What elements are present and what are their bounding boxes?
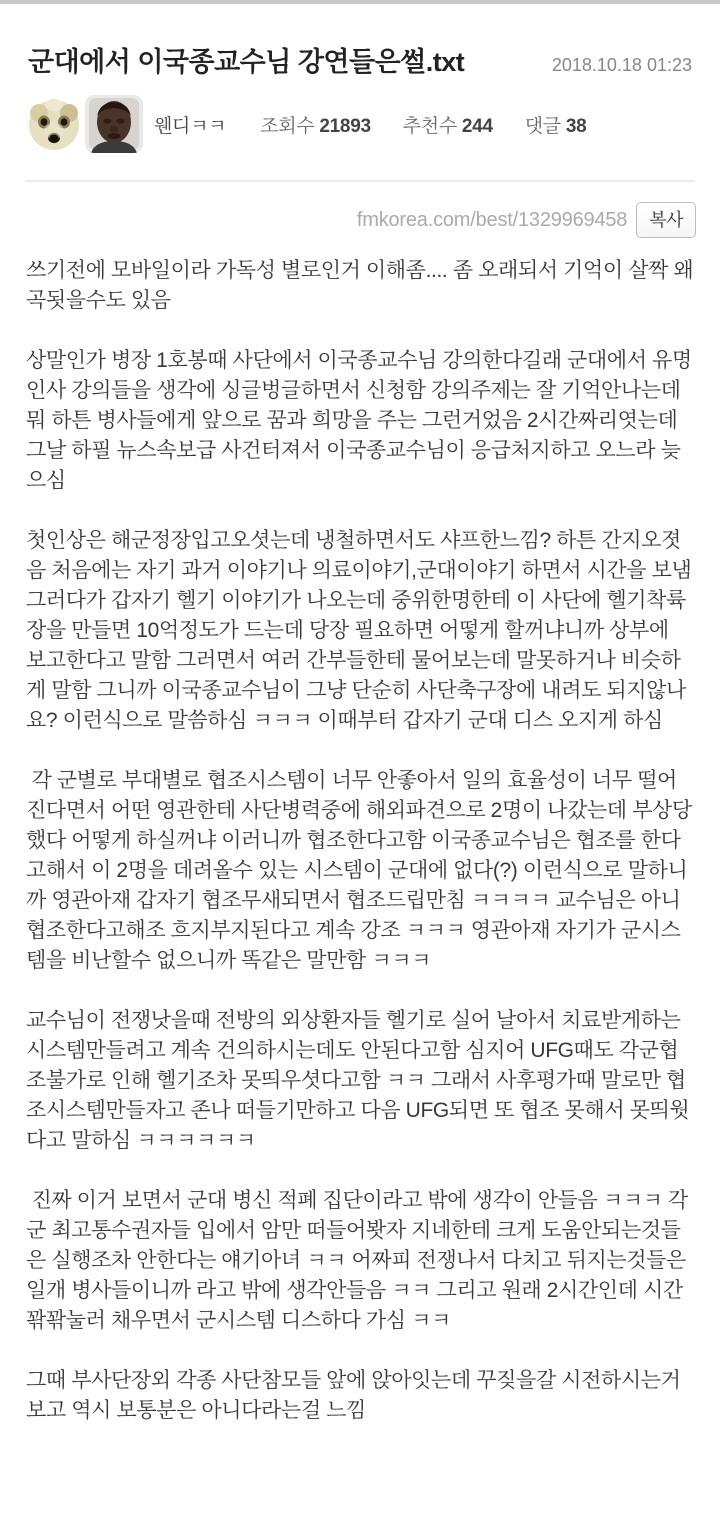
post-paragraph: 교수님이 전쟁낫을때 전방의 외상환자들 헬기로 실어 날아서 치료받게하는 시스템만들려고 계속 건의하시는데도 안된다고함 심지어 UFG때도 각군협조불가로 인해 헬기조차 못띄우셧다고함 ㅋㅋ 그래서 사후평가때 말로만 협조시스템만들자고 존나 떠들기만하고 다음 UFG되면 또 협조 못해서 못띄웟다고 말하심 ㅋㅋㅋㅋㅋㅋ	[26, 1009, 690, 1152]
upvote-count: 추천수 244	[402, 115, 493, 137]
view-count: 조회수 21893	[260, 115, 371, 137]
dog-avatar[interactable]	[28, 97, 80, 151]
copy-url-button[interactable]: 복사	[636, 202, 696, 238]
author-row	[28, 94, 692, 154]
post-paragraph: 쓰기전에 모바일이라 가독성 별로인거 이해좀.... 좀 오래되서 기억이 살짝 왜곡됫을수도 있음	[26, 259, 694, 312]
person-avatar[interactable]	[85, 95, 143, 153]
comment-count: 댓글 38	[524, 115, 587, 137]
author-nickname[interactable]: 웬디ㅋㅋ	[154, 115, 227, 137]
post-body	[0, 256, 720, 1486]
title-row	[28, 4, 692, 79]
post-paragraph: 그때 부사단장외 각종 사단참모들 앞에 앉아잇는데 꾸짖을갈 시전하시는거보고 역시 보통분은 아니다라는걸 느낌	[26, 1369, 681, 1422]
page-title: 군대에서 이국종교수님 강연들은썰.txt	[28, 47, 465, 77]
post-date: 2018.10.18 01:23	[551, 55, 692, 75]
post-paragraph: 진짜 이거 보면서 군대 병신 적폐 집단이라고 밖에 생각이 안들음 ㅋㅋㅋ 각군 최고통수권자들 입에서 암만 떠들어봣자 지네한테 크게 도움안되는것들은 실행조차 안한다는 얘기아녀 ㅋㅋ 어짜피 전쟁나서 다치고 뒤지는것들은 일개 병사들이니까 라고 밖에 생각안들음 ㅋㅋ 그리고 원래 2시간인데 시간 꽊꽊눌러 채우면서 군시스템 디스하다 가심 ㅋㅋ	[26, 1189, 692, 1332]
post-paragraph: 첫인상은 해군정장입고오셧는데 냉철하면서도 샤프한느낌? 하튼 간지오졋음 처음에는 자기 과거 이야기나 의료이야기,군대이야기 하면서 시간을 보냄 그러다가 갑자기 헬기 이야기가 나오는데 중위한명한테 이 사단에 헬기착륙장을 만들면 10억정도가 드는데 당장 필요하면 어떻게 할꺼냐니까 상부에 보고한다고 말함 그러면서 여러 간부들한테 물어보는데 말못하거나 비슷하게 말함 그니까 이국종교수님이 그냥 단순히 사단축구장에 내려도 되지않나요? 이런식으로 말씀하심 ㅋㅋㅋ 이때부터 갑자기 군대 디스 오지게 하심	[26, 529, 697, 732]
post-header	[0, 4, 720, 154]
post-paragraph: 상말인가 병장 1호봉때 사단에서 이국종교수님 강의한다길래 군대에서 유명인사 강의들을 생각에 싱글벙글하면서 신청함 강의주제는 잘 기억안나는데 뭐 하튼 병사들에게 앞으로 꿈과 희망을 주는 그런거었음 2시간짜리엿는데 그날 하필 뉴스속보급 사건터져서 이국종교수님이 응급처지하고 오느라 늦으심	[26, 349, 692, 492]
post-url: fmkorea.com/best/1329969458	[356, 208, 628, 231]
post-paragraph: 각 군별로 부대별로 협조시스템이 너무 안좋아서 일의 효율성이 너무 떨어진다면서 어떤 영관한테 사단병력중에 해외파견으로 2명이 나갔는데 부상당했다 어떻게 하실꺼냐 이러니까 협조한다고함 이국종교수님은 협조를 한다고해서 이 2명을 데려올수 있는 시스템이 군대에 없다(?) 이런식으로 말하니까 영관아재 갑자기 협조무새되면서 협조드립만침 ㅋㅋㅋㅋ 교수님은 아니 협조한다고해조 흐지부지된다고 계속 강조 ㅋㅋㅋ 영관아재 자기가 군시스템을 비난할수 없으니까 똑같은 말만함 ㅋㅋㅋ	[26, 769, 692, 972]
post-stats	[260, 111, 586, 138]
header-divider	[25, 180, 695, 182]
share-row	[0, 202, 720, 238]
